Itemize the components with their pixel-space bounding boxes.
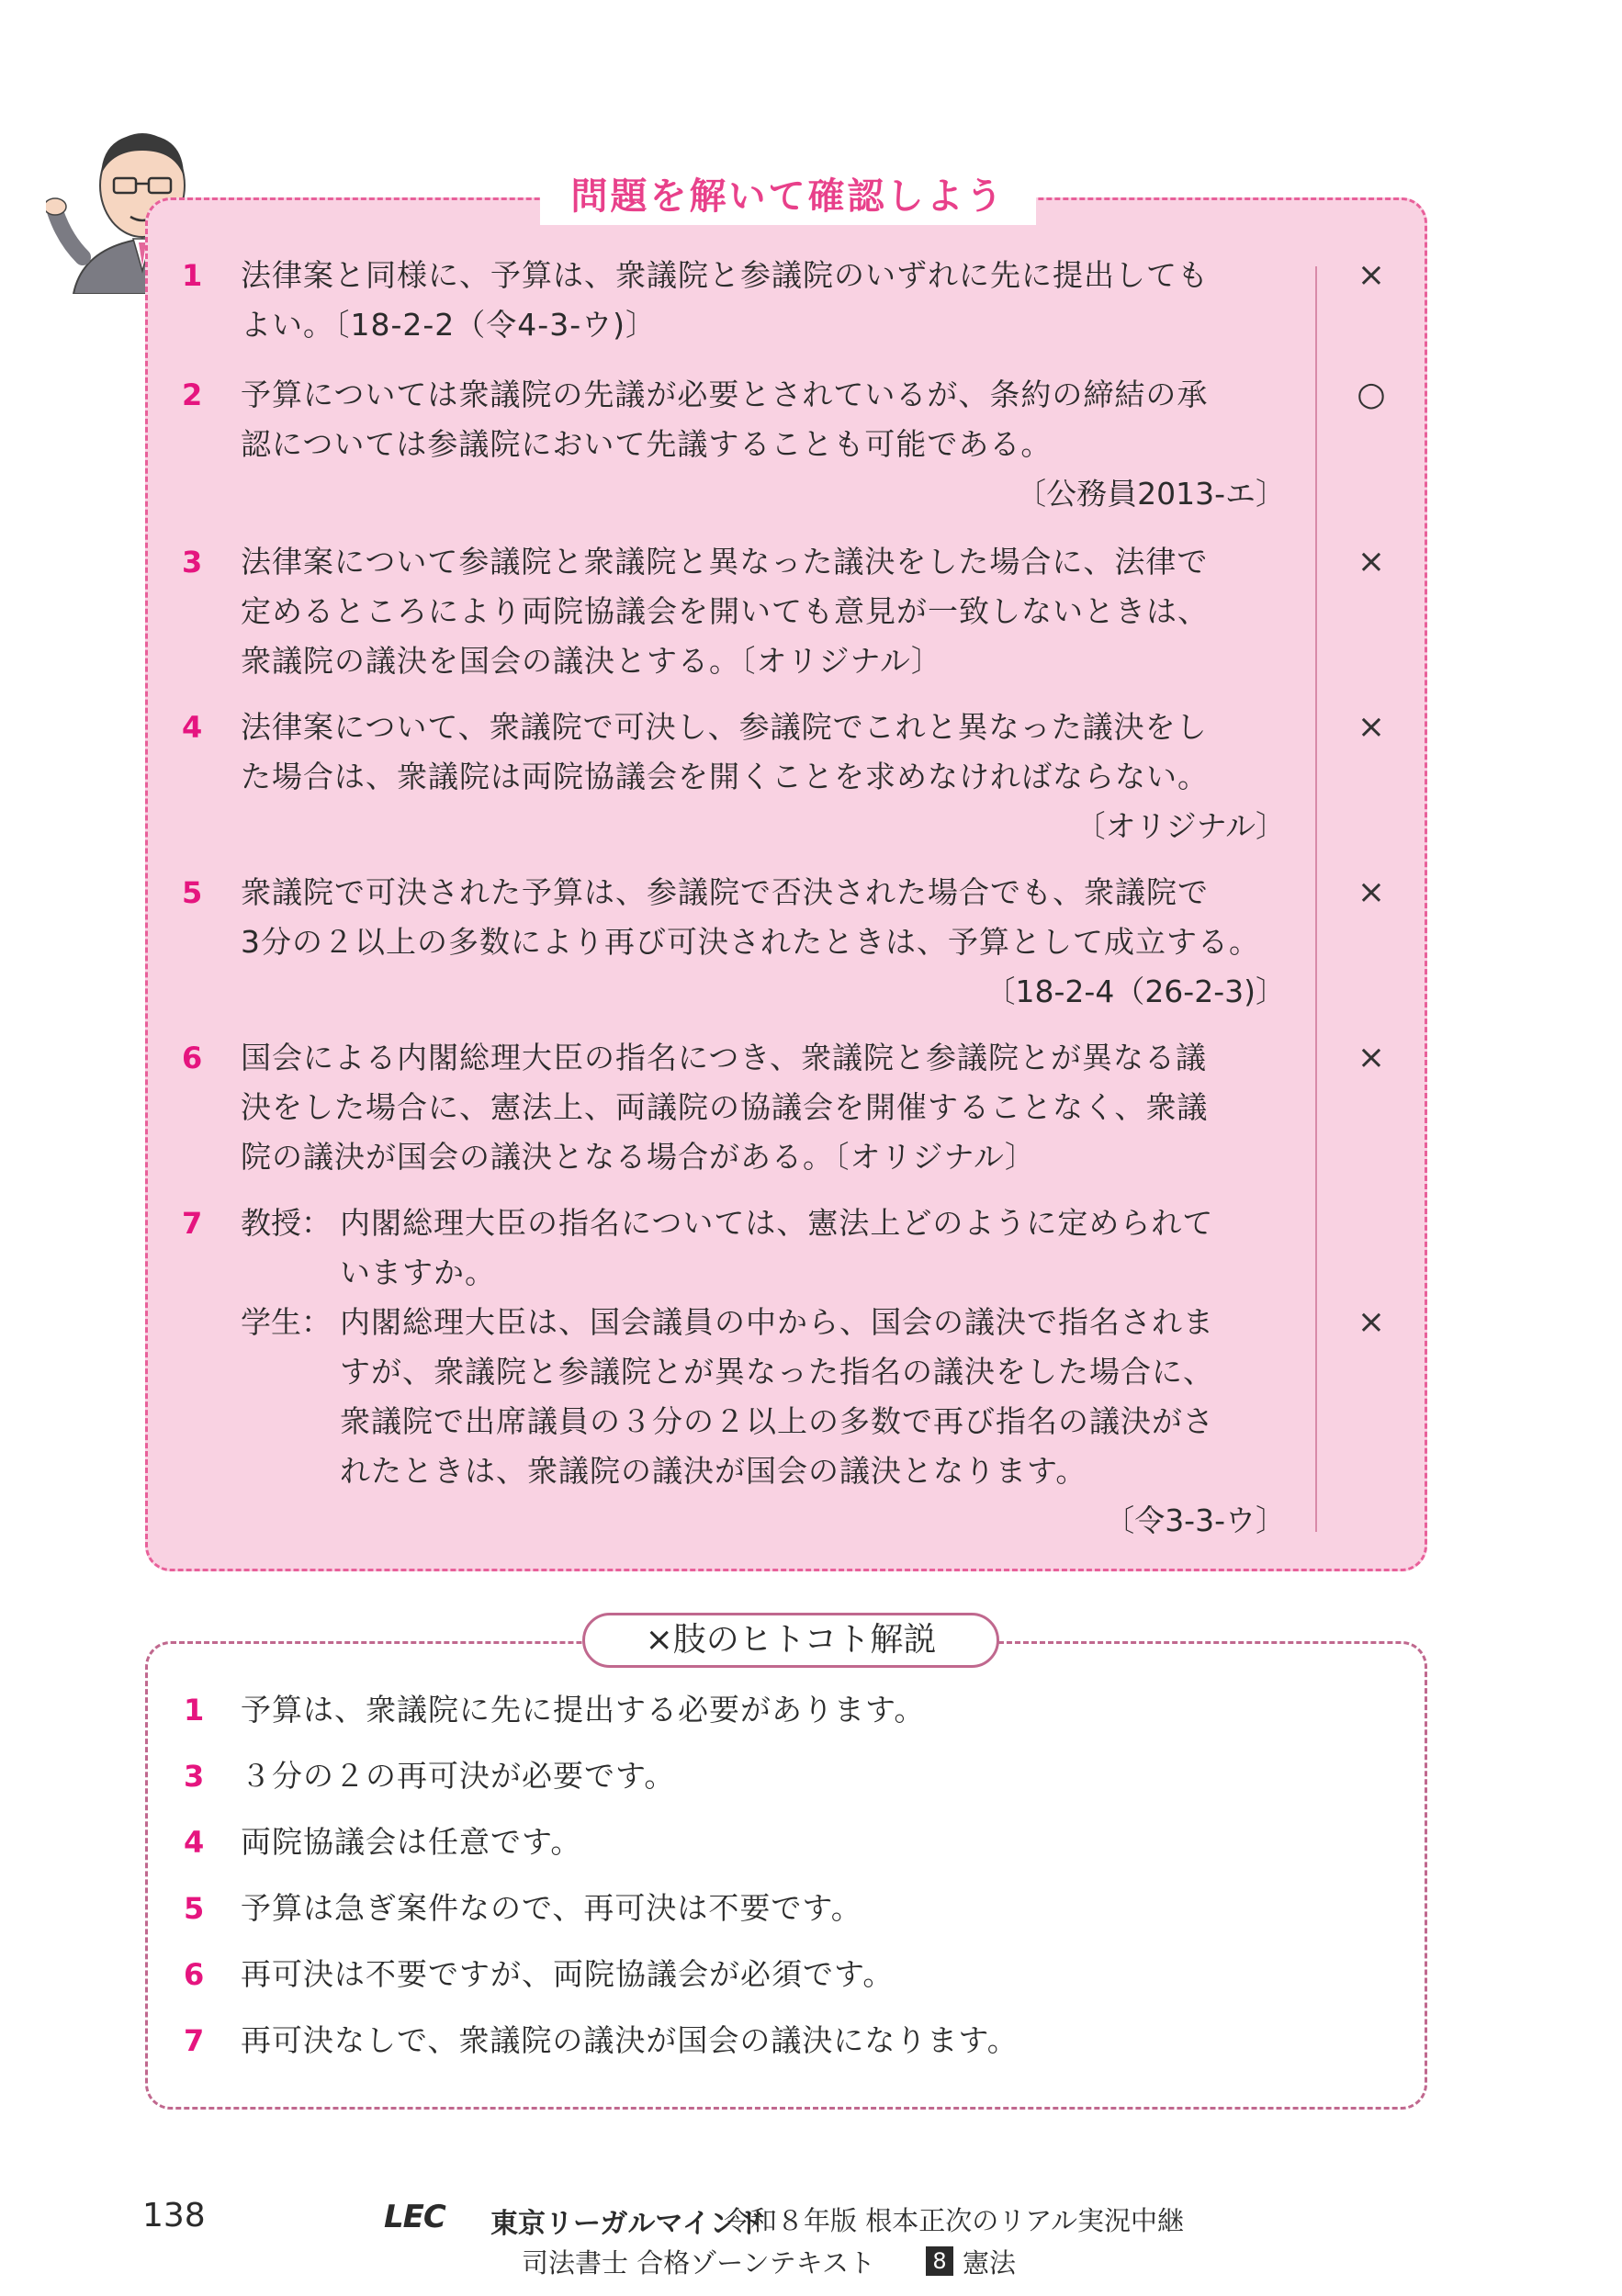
- explanation-item: [0, 1947, 1622, 2002]
- page-number: 138: [142, 2197, 206, 2234]
- professor-text: 内閣総理大臣の指名については、憲法上どのように定められて いますか。: [340, 1205, 1214, 1290]
- explanation-item: [0, 2013, 1622, 2068]
- publisher-name: 東京リーガルマインド: [490, 2208, 765, 2240]
- answer-mark: ×: [1357, 1039, 1386, 1076]
- answer-mark: ○: [1357, 376, 1386, 413]
- book-series: 司法書士 合格ゾーンテキスト: [522, 2247, 876, 2279]
- explanation-number: 4: [184, 1825, 205, 1860]
- question-text: 法律案について、衆議院で可決し、参議院でこれと異なった議決をし た場合は、衆議院は両院協議会を開くことを求めなければならない。: [241, 709, 1209, 794]
- explanation-number: 5: [184, 1891, 205, 1926]
- question-number: 4: [182, 710, 203, 745]
- explanation-text: ３分の２の再可決が必要です。: [241, 1758, 676, 1794]
- explanation-item: [0, 1749, 1622, 1804]
- answer-mark: ×: [1357, 256, 1386, 294]
- question-number: 7: [182, 1206, 203, 1241]
- quiz-title: 問題を解いて確認しよう: [540, 168, 1036, 225]
- student-text: 内閣総理大臣は、国会議員の中から、国会の議決で指名されま すが、衆議院と参議院とが異なった指名の議決をした場合に、 衆議院で出席議員の３分の２以上の多数で再び指名の議決がさ れたときは、衆議院の議決が国会の議決となります。: [340, 1304, 1214, 1489]
- professor-label: 教授：: [241, 1205, 332, 1241]
- book-title: 令和８年版 根本正次のリアル実況中継: [724, 2205, 1185, 2236]
- explanation-number: 7: [184, 2023, 205, 2058]
- question-number: 5: [182, 875, 203, 910]
- explanation-item: [0, 1815, 1622, 1870]
- question-source: 〔オリジナル〕: [1075, 808, 1286, 844]
- answer-divider: [1315, 266, 1317, 1532]
- explanation-text: 再可決は不要ですが、両院協議会が必須です。: [241, 1956, 895, 1992]
- question-text: 予算については衆議院の先議が必要とされているが、条約の締結の承 認については参議院において先議することも可能である。: [241, 377, 1209, 462]
- explanation-text: 再可決なしで、衆議院の議決が国会の議決になります。: [241, 2022, 1019, 2058]
- volume-badge: 8: [926, 2246, 953, 2276]
- lec-logo: LEC: [384, 2199, 445, 2235]
- question-number: 6: [182, 1041, 203, 1075]
- student-label: 学生：: [241, 1304, 332, 1340]
- question-number: 2: [182, 377, 203, 412]
- explanation-item: [0, 1683, 1622, 1738]
- explanation-text: 両院協議会は任意です。: [241, 1824, 582, 1860]
- question-text: 法律案について参議院と衆議院と異なった議決をした場合に、法律で 定めるところにより両院協議会を開いても意見が一致しないときは、 衆議院の議決を国会の議決とする。〔オリジナル〕: [241, 544, 1209, 679]
- explanation-number: 6: [184, 1957, 205, 1992]
- question-number: 3: [182, 545, 203, 580]
- answer-mark: ×: [1357, 1303, 1386, 1341]
- question-source: 〔公務員2013-エ〕: [1016, 476, 1286, 512]
- answer-mark: ×: [1357, 873, 1386, 911]
- volume-subject: 憲法: [963, 2247, 1017, 2279]
- answer-mark: ×: [1357, 708, 1386, 746]
- question-source: 〔18-2-4（26-2-3)〕: [985, 974, 1286, 1009]
- explanation-number: 1: [184, 1693, 205, 1728]
- explanation-title: ×肢のヒトコト解説: [582, 1613, 999, 1668]
- question-text: 国会による内閣総理大臣の指名につき、衆議院と参議院とが異なる議 決をした場合に、憲法上、両議院の協議会を開催することなく、衆議 院の議決が国会の議決となる場合がある。〔オリジナル〕: [241, 1040, 1209, 1175]
- question-source: 〔令3-3-ウ〕: [1104, 1503, 1286, 1538]
- explanation-text: 予算は急ぎ案件なので、再可決は不要です。: [241, 1890, 862, 1926]
- explanation-item: [0, 1881, 1622, 1936]
- answer-mark: ×: [1357, 543, 1386, 580]
- question-text: 衆議院で可決された予算は、参議院で否決された場合でも、衆議院で 3分の２以上の多数により再び可決されたときは、予算として成立する。: [241, 874, 1260, 960]
- explanation-text: 予算は、衆議院に先に提出する必要があります。: [241, 1692, 926, 1728]
- question-number: 1: [182, 258, 203, 293]
- explanation-number: 3: [184, 1759, 205, 1794]
- question-text: 法律案と同様に、予算は、衆議院と参議院のいずれに先に提出しても よい。〔18-2-2（令4-3-ウ)〕: [241, 257, 1209, 343]
